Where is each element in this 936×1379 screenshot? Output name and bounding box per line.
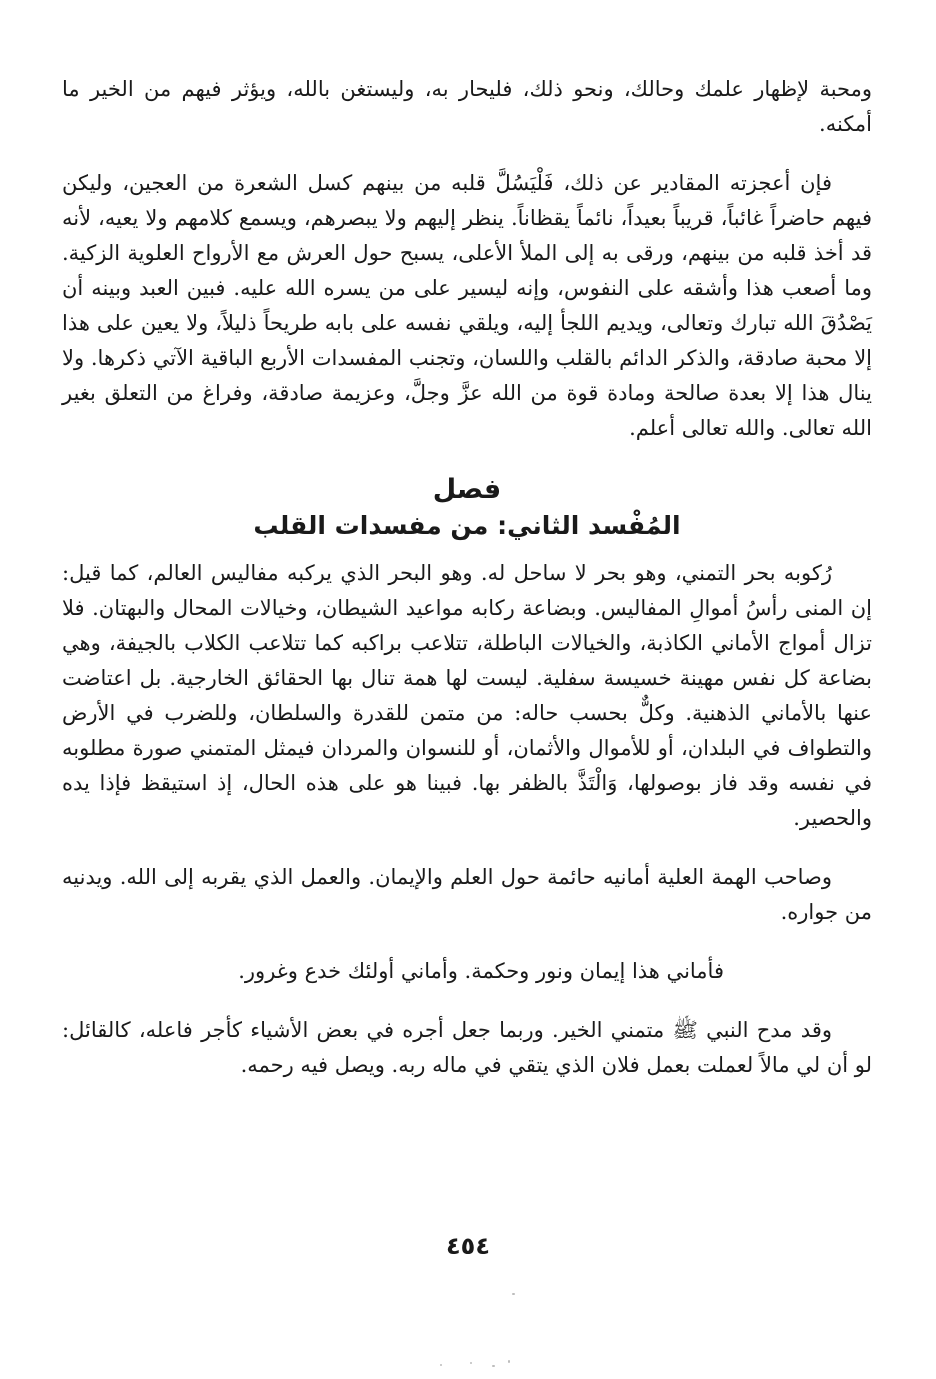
- scan-speck: [512, 1293, 515, 1295]
- scan-speck: [492, 1365, 495, 1367]
- section-subtitle: المُفْسد الثاني: من مفسدات القلب: [253, 511, 681, 540]
- section-title: فصل: [432, 474, 502, 505]
- scan-speck: [508, 1360, 510, 1363]
- scan-speck: [470, 1362, 472, 1364]
- paragraph-bottom-2: وصاحب الهمة العلية أمانيه حائمة حول العلم والإيمان. والعمل الذي يقربه إلى الله. ويدنيه من جواره.: [62, 865, 872, 924]
- verse-line: فأماني هذا إيمان ونور وحكمة. وأماني أولئك خدع وغرور.: [238, 959, 724, 983]
- scan-speck: [440, 1364, 442, 1366]
- paragraph-bottom-1: رُكوبه بحر التمني، وهو بحر لا ساحل له. وهو البحر الذي يركبه مفاليس العالم، كما قيل: إن المنى رأسُ أموالِ المفاليس. وبضاعة ركابه مواعيد الشيطان، وخيالات المحال والبهتان. فلا تزال أمواج الأماني الكاذبة، والخيالات الباطلة، تتلاعب براكبه كما تتلاعب الكلاب بالجيفة، وهي بضاعة كل نفس مهينة خسيسة سفلية. ليست لها همة تنال بها الحقائق الخارجية. بل اعتاضت عنها بالأماني الذهنية. وكلٌّ بحسب حاله: من متمن للقدرة والسلطان، وللضرب في الأرض والتطواف في البلدان، أو للأموال والأثمان، أو للنسوان والمردان فيمثل المتمني صورة مطلوبه في نفسه وقد فاز بوصولها، وَالْتَذَّ بالظفر بها. فبينا هو على هذه الحال، إذ استيقظ فإذا يده والحصير.: [62, 561, 872, 830]
- page-body: [62, 72, 872, 1083]
- paragraph-top-2: فإن أعجزته المقادير عن ذلك، فَلْيَسُلَّ قلبه من بينهم كسل الشعرة من العجين، وليكن فيهم حاضراً غائباً، قريباً بعيداً، نائماً يقظاناً. ينظر إليهم ولا يبصرهم، ويسمع كلامهم ولا يعيه، لأنه قد أخذ قلبه من بينهم، ورقى به إلى الملأ الأعلى، يسبح حول العرش مع الأرواح العلوية الزكية. وما أصعب هذا وأشقه على النفوس، وإنه ليسير على من يسره الله عليه. فبين العبد وبينه أن يَصْدُقَ الله تبارك وتعالى، ويديم اللجأ إليه، ويلقي نفسه على بابه طريحاً ذليلاً، ولا يعين على هذا إلا محبة صادقة، والذكر الدائم بالقلب واللسان، وتجنب المفسدات الأربع الباقية الآتي ذكرها. ولا ينال هذا إلا بعدة صالحة ومادة قوة من الله عزَّ وجلَّ، وعزيمة صادقة، وفراغ من التعلق بغير الله تعالى. والله تعالى أعلم.: [62, 171, 873, 440]
- paragraph-last: وقد مدح النبي ﷺ متمني الخير. وربما جعل أجره في بعض الأشياء كأجر فاعله، كالقائل: لو أن لي مالاً لعملت بعمل فلان الذي يتقي في ماله ربه. ويصل فيه رحمه.: [62, 1018, 872, 1077]
- paragraph-top-1: ومحبة لإظهار علمك وحالك، ونحو ذلك، فليحار به، وليستغن بالله، ويؤثر فيهم من الخير ما أمكنه.: [62, 77, 872, 136]
- page-number: ٤٥٤: [446, 1232, 490, 1260]
- section-heading: [62, 472, 872, 544]
